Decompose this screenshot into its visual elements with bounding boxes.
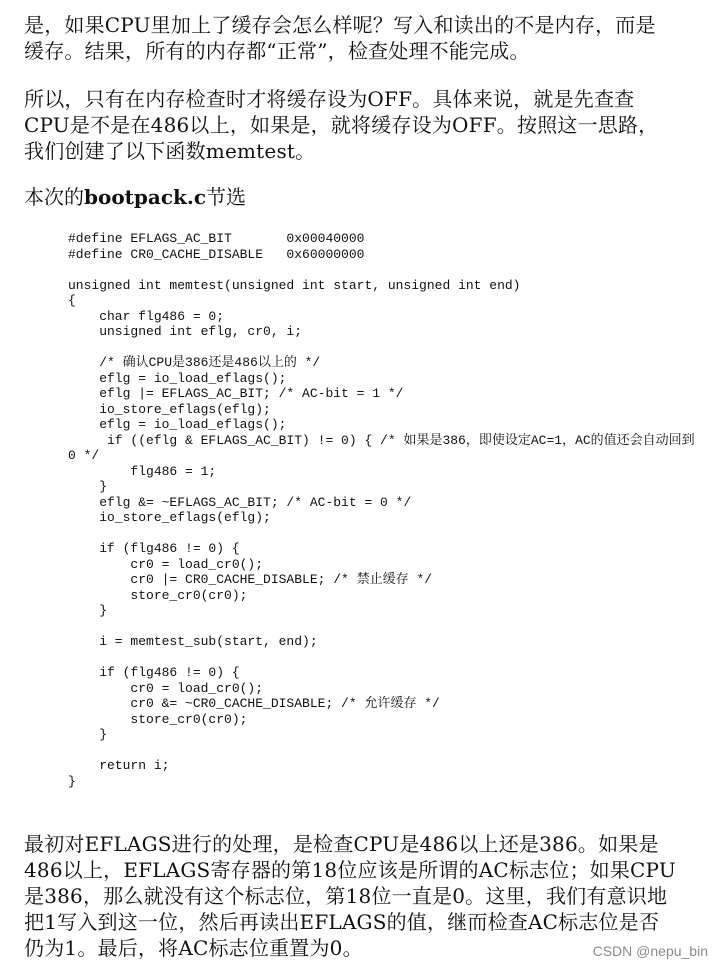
closing-paragraph (24, 831, 714, 961)
intro-line-2: 缓存。结果，所有的内存都“正常”，检查处理不能完成。 (24, 39, 530, 63)
code-line: { (68, 293, 76, 308)
second-paragraph (24, 86, 714, 164)
code-line: cr0 = load_cr0(); (68, 556, 264, 572)
code-line: if (flg486 != 0) { (68, 665, 240, 680)
intro-paragraph (24, 12, 714, 64)
csdn-watermark: CSDN @nepu_bin (592, 943, 708, 959)
code-line (68, 340, 695, 356)
code-line (68, 262, 695, 278)
code-line: if (flg486 != 0) { (68, 541, 240, 556)
code-line: } (68, 727, 108, 742)
code-line: flg486 = 1; (68, 463, 217, 479)
code-line: unsigned int memtest(unsigned int start, unsigned int end) (68, 277, 521, 293)
code-line (68, 526, 695, 542)
closing-line-4: 把1写入到这一位，然后再读出EFLAGS的值，继而检查AC标志位是否 (24, 910, 660, 934)
code-line: } (68, 479, 108, 494)
code-line: eflg = io_load_eflags(); (68, 370, 287, 386)
code-line: /* 确认CPU是386还是486以上的 */ (68, 355, 321, 370)
code-line: store_cr0(cr0); (68, 711, 248, 727)
second-line-2: CPU是不是在486以上，如果是，就将缓存设为OFF。按照这一思路， (24, 113, 659, 137)
intro-line-1: 是，如果CPU里加上了缓存会怎么样呢？写入和读出的不是内存，而是 (24, 13, 656, 37)
code-line: eflg |= EFLAGS_AC_BIT; /* AC-bit = 1 */ (68, 386, 404, 401)
code-line (68, 650, 695, 666)
code-block (68, 231, 695, 789)
code-line (68, 619, 695, 635)
code-line: char flg486 = 0; (68, 308, 225, 324)
code-line (68, 743, 695, 759)
closing-line-2: 486以上，EFLAGS寄存器的第18位应该是所谓的AC标志位；如果CPU (24, 858, 676, 882)
code-line: cr0 |= CR0_CACHE_DISABLE; /* 禁止缓存 */ (68, 572, 433, 587)
code-line: } (68, 603, 108, 618)
closing-line-1: 最初对EFLAGS进行的处理，是检查CPU是486以上还是386。如果是 (24, 832, 659, 856)
second-line-3: 我们创建了以下函数memtest。 (24, 139, 316, 163)
code-line: 0 */ (68, 448, 100, 463)
code-line: if ((eflg & EFLAGS_AC_BIT) != 0) { /* 如果是386，即使设定AC=1，AC的值还会自动回到 (68, 432, 695, 448)
code-line: #define EFLAGS_AC_BIT 0x00040000 (68, 231, 365, 246)
second-line-1: 所以，只有在内存检查时才将缓存设为OFF。具体来说，就是先查查 (24, 87, 635, 111)
code-line: eflg &= ~EFLAGS_AC_BIT; /* AC-bit = 0 */ (68, 494, 412, 510)
code-line: unsigned int eflg, cr0, i; (68, 324, 303, 339)
code-line: cr0 = load_cr0(); (68, 680, 264, 696)
code-line: store_cr0(cr0); (68, 587, 248, 603)
code-line: } (68, 773, 76, 789)
section-title-filename: bootpack.c (84, 185, 207, 209)
section-title-prefix: 本次的 (24, 185, 84, 209)
closing-line-3: 是386，那么就没有这个标志位，第18位一直是0。这里，我们有意识地 (24, 884, 668, 908)
closing-line-5: 仍为1。最后，将AC标志位重置为0。 (24, 936, 363, 960)
code-line: eflg = io_load_eflags(); (68, 417, 287, 432)
code-line: io_store_eflags(eflg); (68, 401, 271, 417)
code-line: return i; (68, 758, 170, 773)
code-line: #define CR0_CACHE_DISABLE 0x60000000 (68, 246, 365, 262)
code-line: io_store_eflags(eflg); (68, 510, 271, 525)
section-title (24, 184, 246, 210)
code-line: cr0 &= ~CR0_CACHE_DISABLE; /* 允许缓存 */ (68, 696, 440, 711)
section-title-suffix: 节选 (206, 185, 247, 209)
code-line: i = memtest_sub(start, end); (68, 634, 318, 649)
